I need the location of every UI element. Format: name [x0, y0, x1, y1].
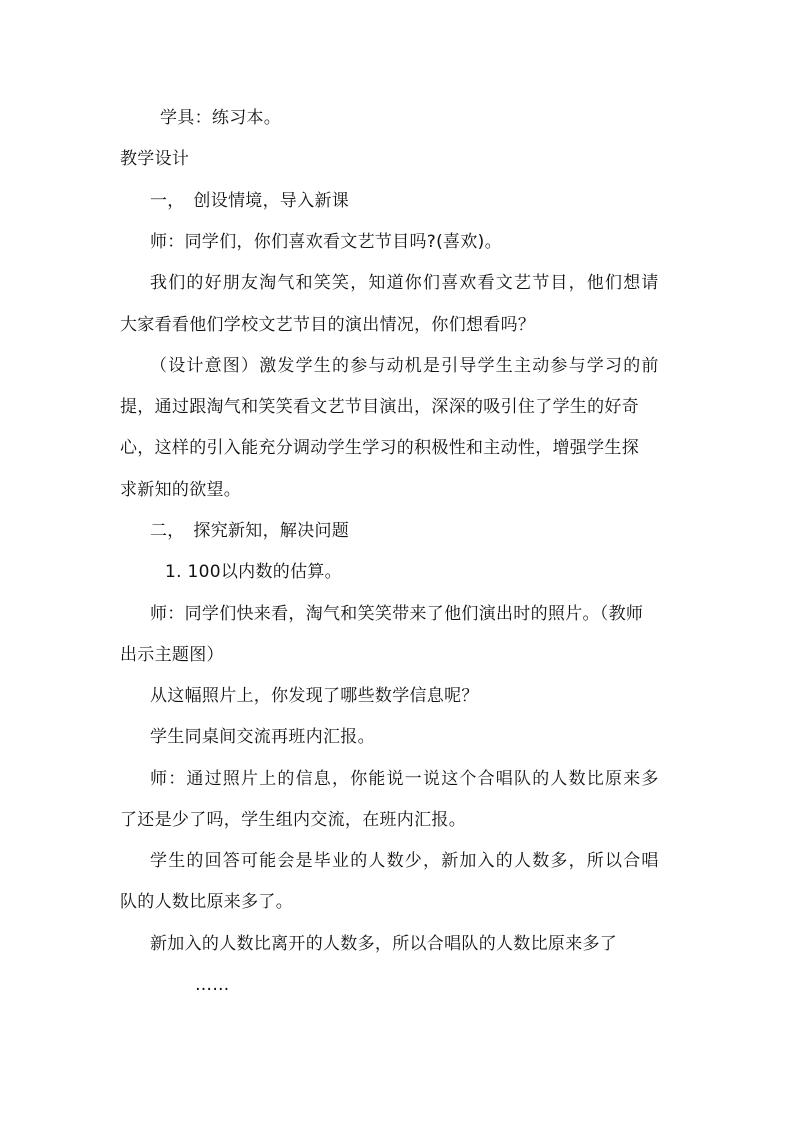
text-line: 求新知的欲望。 [120, 480, 242, 500]
text-line: 大家看看他们学校文艺节目的演出情况，你们想看吗？ [120, 315, 536, 335]
text-line: 学具：练习本。 [160, 108, 282, 128]
text-line: 师：同学们，你们喜欢看文艺节目吗?(喜欢)。 [150, 232, 502, 252]
text-line: 提，通过跟淘气和笑笑看文艺节目演出，深深的吸引住了学生的好奇 [120, 397, 639, 417]
text-line: 学生的回答可能会是毕业的人数少，新加入的人数多，所以合唱 [150, 851, 660, 871]
section-heading: 教学设计 [120, 149, 190, 169]
text-line: 了还是少了吗，学生组内交流，在班内汇报。 [120, 810, 466, 830]
text-line: 从这幅照片上，你发现了哪些数学信息呢？ [150, 686, 479, 706]
text-line: 师：通过照片上的信息，你能说一说这个合唱队的人数比原来多 [150, 769, 660, 789]
subsection-heading: 二， 探究新知，解决问题 [150, 521, 350, 541]
text-line: 师：同学们快来看，淘气和笑笑带来了他们演出时的照片。（教师 [150, 604, 644, 624]
text-line: 学生同桌间交流再班内汇报。 [150, 727, 375, 747]
text-line: （设计意图）激发学生的参与动机是引导学生主动参与学习的前 [150, 356, 660, 376]
ellipsis-text: …… [195, 975, 230, 995]
subsection-heading: 一， 创设情境，导入新课 [150, 191, 350, 211]
text-line: 我们的好朋友淘气和笑笑，知道你们喜欢看文艺节目，他们想请 [150, 273, 660, 293]
text-line: 新加入的人数比离开的人数多，所以合唱队的人数比原来多了 [150, 934, 618, 954]
numbered-heading: 1. 100以内数的估算。 [165, 562, 342, 582]
text-line: 队的人数比原来多了。 [120, 892, 293, 912]
text-line: 心，这样的引入能充分调动学生学习的积极性和主动性，增强学生探 [120, 438, 639, 458]
text-line: 出示主题图） [120, 645, 224, 665]
